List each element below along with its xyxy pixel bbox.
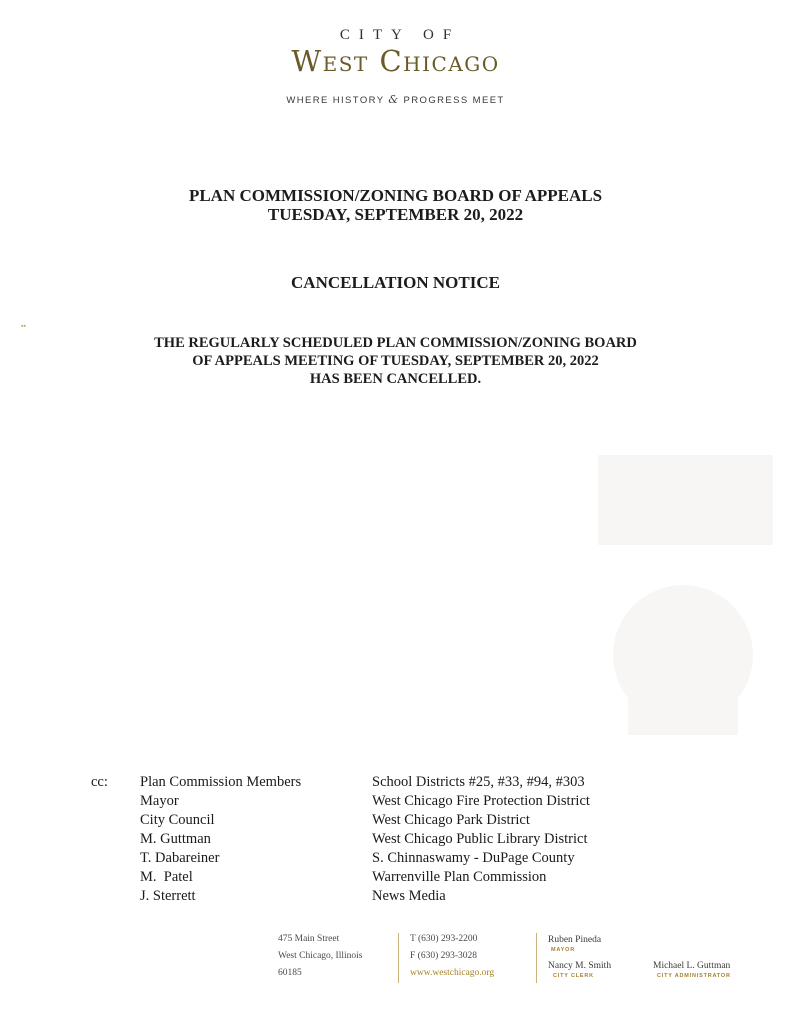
- tagline-part-2: PROGRESS MEET: [399, 95, 505, 106]
- address-street: 475 Main Street: [278, 934, 340, 944]
- footer-fax: F (630) 293-3028: [410, 951, 478, 961]
- clerk-name: Nancy M. Smith: [548, 961, 612, 971]
- address-zip: 60185: [278, 968, 302, 978]
- logo-west-chicago: West Chicago: [291, 44, 500, 78]
- footer-divider: [398, 933, 399, 983]
- address-city: West Chicago, Illinois: [278, 951, 363, 961]
- notice-body-line-2: OF APPEALS MEETING OF TUESDAY, SEPTEMBER 20, 2022: [192, 353, 599, 369]
- cc-label: cc:: [91, 774, 108, 790]
- tagline-part-1: WHERE HISTORY: [286, 95, 389, 106]
- footer-website[interactable]: www.westchicago.org: [410, 968, 495, 978]
- scan-mark: ▪▪: [21, 322, 26, 330]
- cc-recipient: M. Patel: [140, 869, 193, 885]
- footer-phone: T (630) 293-2200: [410, 934, 478, 944]
- cc-recipient: News Media: [372, 888, 446, 904]
- cc-recipient: West Chicago Fire Protection District: [372, 793, 590, 809]
- watermark-seal: [588, 395, 778, 755]
- footer-contact: [410, 931, 494, 982]
- clerk-title: CITY CLERK: [553, 973, 594, 979]
- administrator-title: CITY ADMINISTRATOR: [657, 973, 731, 979]
- tagline-ampersand: &: [388, 93, 400, 106]
- city-tagline: [0, 93, 791, 106]
- logo-city-of: CITY OF: [339, 27, 461, 43]
- city-logo: [0, 26, 791, 78]
- meeting-title: PLAN COMMISSION/ZONING BOARD OF APPEALS: [188, 186, 603, 205]
- cc-recipient: T. Dabareiner: [140, 850, 220, 866]
- notice-body-line-1: THE REGULARLY SCHEDULED PLAN COMMISSION/ZONING BOARD: [154, 335, 637, 351]
- notice-body-line-3: HAS BEEN CANCELLED.: [309, 371, 482, 387]
- administrator-name: Michael L. Guttman: [653, 961, 731, 971]
- cc-list-2: [372, 773, 590, 906]
- meeting-date: TUESDAY, SEPTEMBER 20, 2022: [267, 205, 524, 224]
- cc-recipient: Plan Commission Members: [140, 774, 302, 790]
- cc-recipient: West Chicago Park District: [372, 812, 530, 828]
- footer-divider: [536, 933, 537, 983]
- mayor-name: Ruben Pineda: [548, 935, 602, 945]
- cc-list-1: [140, 773, 301, 906]
- cc-recipient: West Chicago Public Library District: [372, 831, 588, 847]
- cc-recipient: Warrenville Plan Commission: [372, 869, 547, 885]
- cc-recipient: J. Sterrett: [140, 888, 196, 904]
- cc-recipient: S. Chinnaswamy - DuPage County: [372, 850, 575, 866]
- mayor-title: MAYOR: [551, 947, 575, 953]
- cc-recipient: City Council: [140, 812, 215, 828]
- cc-recipient: M. Guttman: [140, 831, 211, 847]
- notice-title: CANCELLATION NOTICE: [291, 273, 500, 292]
- cc-recipient: School Districts #25, #33, #94, #303: [372, 774, 585, 790]
- footer-address: [278, 931, 362, 982]
- cc-recipient: Mayor: [140, 793, 179, 809]
